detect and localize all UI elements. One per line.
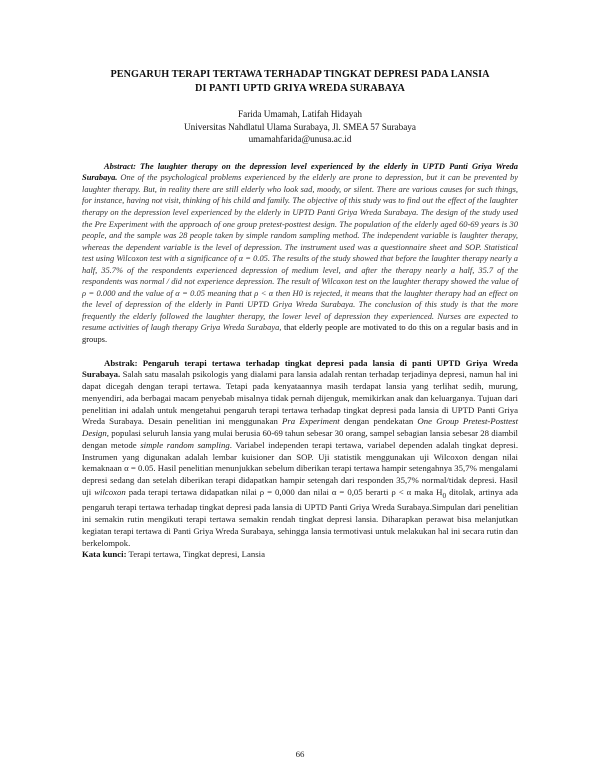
abstract-english-body: One of the psychological problems experienced by the elderly are prone to depression, but it can be prevented by laughter therapy. But, in reality there are still elderly who look sad, moody, or silent. There are various causes for such things, for instance, having not visit, thinking of his child and family. The objective of this study was to find out the effect of the laughter therapy on the depression level experienced by the elderly in UPTD Panti Griya Wreda Surabaya. The design of the study used the Pre Experiment with the approach of one group pretest-posttest design. The population of the elderly aged 60-69 years is 30 people, and the sample was 28 people taken by simple random sampling method. The independent variable is laughter therapy, whereas the dependent variable is the level of depression. The instrument used was a questionnaire sheet and SOP. Statistical test using Wilcoxon test with a significance of α = 0.05. The results of the study showed that before the laughter therapy nearly a half, 35.7% of the respondents experienced depression of medium level, and after the therapy nearly a half, 35.7 of the respondents was normal / did not experience depression. The result of Wilcoxon test on the laughter therapy showed the value of ρ = 0.000 and the value of α = 0.05 meaning that ρ < α then H0 is rejected, it means that the laughter therapy had an effect on the level of depression of the elderly in Panti UPTD Griya Wreda Surabaya. The conclusion of this study is that the more frequently the elderly followed the laughter therapy, the lower level of depression they experienced. Nurses are expected to resume activities of laugh therapy Griya Wreda Surabaya,: [82, 172, 518, 333]
h0-subscript: 0: [442, 491, 447, 500]
abstract-indonesian-text: Salah satu masalah psikologis yang dialami para lansia adalah rentan terhadap terjadinya depresi, namun hal ini dapat dicegah dengan terapi tertawa. Tetapi pada kenyataannya masih terdapat lansia yang terlihat sedih, murung, menyendiri, ada berbagai macam penyebab misalnya tidak pernah dijenguk, memikirkan anak dan keluarganya. Tujuan dari penelitian ini adalah untuk mengetahui pengaruh terapi tertawa terhadap tingkat depresi pada lansia di UPTD Panti Griya Wreda Surabaya. Desain penelitian ini menggunakan: [82, 369, 518, 427]
author-names: Farida Umamah, Latifah Hidayah: [238, 109, 362, 119]
abstract-indonesian-text: dengan pendekatan: [339, 416, 418, 427]
abstract-indonesian-text: . Variabel independen terapi tertawa, variabel dependen adalah tingkat depresi. Instrumen yang digunakan adalah lembar kuisioner dan SOP. Uji statistik menggunakan uji Wilcoxon dengan nilai kemaknaan α = 0.05. Hasil penelitian menunjukkan sebelum diberikan terapi tertawa hampir setengahnya 35,7% mengalami depresi sedang dan setelah diberikan terapi didapatkan hampir setengah dari responden 35,7% normal/tidak depresi. Hasil uji: [82, 439, 519, 497]
abstract-indonesian-text: ditolak, artinya ada pengaruh terapi tertawa terhadap tingkat depresi pada lansia di UPTD Panti Griya Wreda Surabaya.Simpulan dari penelitian ini semakin rutin mengikuti terapi tertawa semakin rendah tingkat depresi lansia. Diharapkan perawat bisa melanjutkan kegiatan terapi tertawa di Panti Griya Wreda Surabaya, sehingga lansia termotivasi untuk melakukan hal ini secara rutin dan berkelompok.: [82, 486, 518, 548]
title-line-1: PENGARUH TERAPI TERTAWA TERHADAP TINGKAT DEPRESI PADA LANSIA: [110, 69, 490, 80]
abstract-indonesian-text: populasi seluruh lansia yang mulai berusia 60-69 tahun sebesar 30 orang, sampel sebagian lansia sebesar 28 diambil dengan metode: [82, 428, 518, 450]
abstract-english: [82, 161, 518, 346]
keywords-label: Kata kunci:: [82, 549, 127, 560]
paper-page: [82, 68, 518, 561]
keywords-value: Terapi tertawa, Tingkat depresi, Lansia: [126, 549, 265, 560]
author-email: umamahfarida@unusa.ac.id: [248, 134, 352, 145]
abstract-indonesian-text: pada terapi tertawa didapatkan nilai ρ = 0,000 dan nilai α = 0,05 berarti ρ < α maka H: [125, 486, 443, 497]
abstract-english-heading: Abstract: The laughter therapy on the depression level experienced by the elderly in UPTD Panti Griya Wreda Surabaya.: [82, 160, 518, 183]
author-affiliation: Universitas Nahdlatul Ulama Surabaya, Jl. SMEA 57 Surabaya: [184, 121, 416, 132]
author-block: [82, 108, 518, 146]
paper-title: [82, 68, 518, 95]
abstract-english-tail: that elderly people are motivated to do this on a regular basis and in groups.: [82, 322, 519, 344]
abstract-indonesian-heading: Abstrak: Pengaruh terapi tertawa terhadap tingkat depresi pada lansia di panti UPTD Griya Wreda Surabaya.: [82, 357, 518, 380]
title-line-2: DI PANTI UPTD GRIYA WREDA SURABAYA: [195, 82, 405, 94]
sampling-term: simple random sampling: [140, 439, 230, 450]
page-number: 66: [295, 749, 305, 759]
abstract-indonesian: [82, 358, 518, 550]
wilcoxon-term: wilcoxon: [94, 486, 126, 497]
approach-term: One Group Pretest-Posttest Design,: [82, 416, 519, 439]
design-term: Pra Experiment: [282, 416, 340, 427]
keywords: [82, 549, 518, 561]
